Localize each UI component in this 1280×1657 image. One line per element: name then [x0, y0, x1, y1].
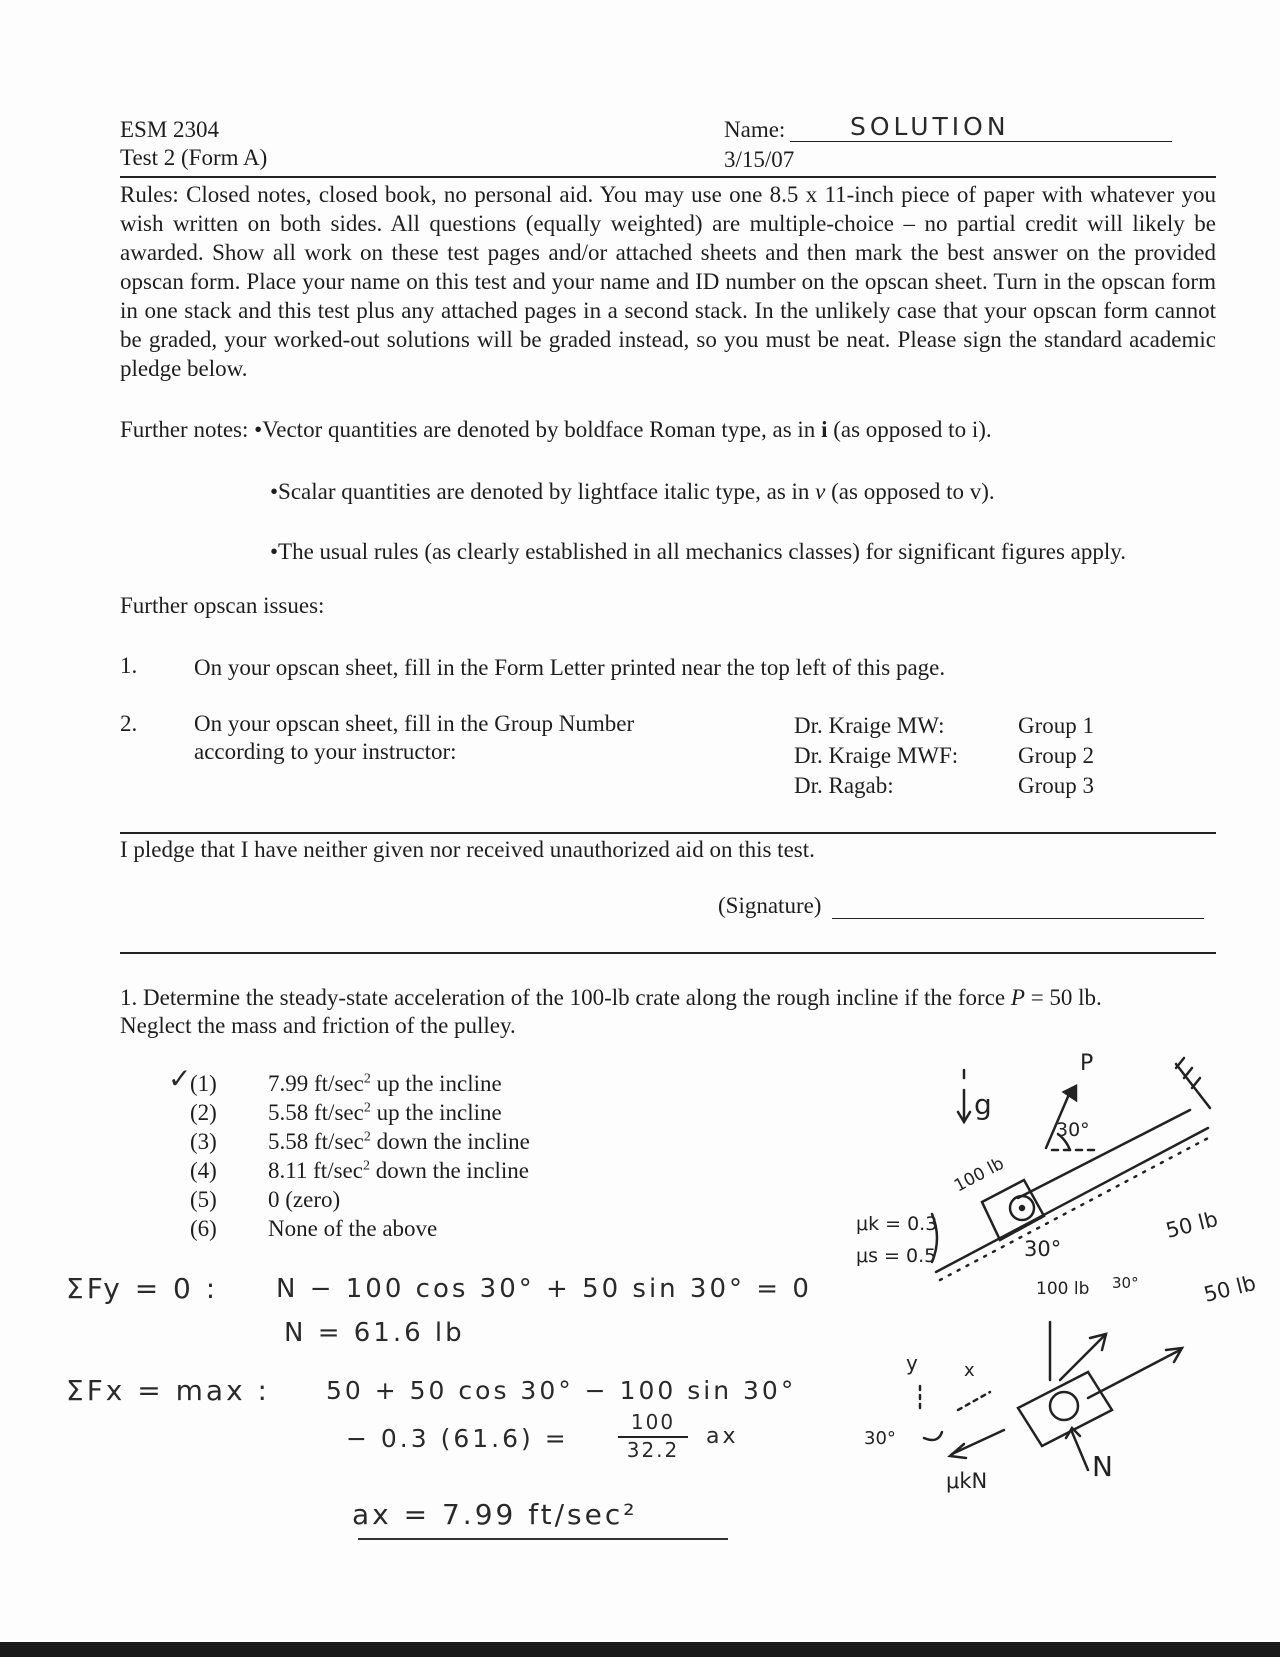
- group-2: Group 2: [1018, 743, 1095, 768]
- group-1: Group 1: [1018, 713, 1095, 738]
- eq4-ax: ax: [706, 1424, 739, 1449]
- option-3-num: (3): [190, 1129, 217, 1154]
- eq3-lhs: ΣFx = max :: [66, 1374, 270, 1407]
- option-2: 5.58 $ft/\sec^2$ up the incline: [268, 1100, 502, 1125]
- test-date: 3/15/07: [724, 147, 795, 172]
- option-6-num: (6): [190, 1216, 217, 1241]
- label-fbd-weight: 100 lb: [1036, 1279, 1090, 1299]
- q1-line1: 1. Determine the steady-state acceleration of the 100-lb crate along the rough incline if the force P = 50 lb.: [120, 985, 1102, 1010]
- eq2: N = 61.6 lb: [284, 1318, 465, 1348]
- label-g: g: [974, 1088, 992, 1121]
- fraction-numerator: 100: [630, 1410, 676, 1434]
- instructor-1: Dr. Kraige MW:: [794, 713, 945, 738]
- label-fbd-angle: 30°: [1112, 1274, 1139, 1292]
- option-6: None of the above: [268, 1216, 438, 1241]
- option-1-num: (1): [190, 1071, 217, 1096]
- option-2-num: (2): [190, 1100, 217, 1125]
- group-3: Group 3: [1018, 773, 1095, 798]
- label-weight: 100 lb: [950, 1153, 1008, 1197]
- check-mark-icon: ✓: [168, 1062, 195, 1095]
- label-p: P: [1080, 1051, 1094, 1076]
- opscan-item1-text: On your opscan sheet, fill in the Form Letter printed near the top left of this page.: [194, 655, 946, 680]
- rules-paragraph: Rules: Closed notes, closed book, no personal aid. You may use one 8.5 x 11-inch piece of paper with whatever you wish written on both sides. All questions (equally weighted) are multiple-choice – no partial credit will likely be awarded. Show all work on these test pages and/or attached sheets and then mark the best answer on the provided opscan form. Place your name on this test and your name and ID number on the opscan sheet. Turn in the opscan form in one stack and this test plus any attached pages in a second stack. In the unlikely case that your opscan form cannot be graded, your worked-out solutions will be graded instead, so you must be neat. Please sign the standard academic pledge below.: [120, 182, 1216, 381]
- option-4-num: (4): [190, 1158, 217, 1183]
- q1-line2: Neglect the mass and friction of the pulley.: [120, 1013, 516, 1038]
- label-fbd-angle2: 30°: [864, 1428, 896, 1449]
- opscan-item2-num: 2.: [120, 711, 138, 736]
- label-mu-s: μs = 0.5: [856, 1245, 937, 1267]
- fbd-force1: [1060, 1336, 1104, 1380]
- opscan-item2-line1: On your opscan sheet, fill in the Group Number: [194, 711, 635, 736]
- further-notes: Further notes: •Vector quantities are denoted by boldface Roman type, as in i (as opposed to i).: [120, 417, 992, 442]
- name-handwritten: SOLUTION: [850, 112, 1010, 141]
- option-5: 0 (zero): [268, 1187, 341, 1212]
- note-sigfigs: •The usual rules (as clearly established in all mechanics classes) for significant figures apply.: [270, 539, 1126, 564]
- option-1: 7.99 $ft/\sec^2$ up the incline: [268, 1071, 502, 1096]
- final-answer: ax = 7.99 ft/sec²: [352, 1498, 638, 1531]
- signature-line: [832, 918, 1204, 919]
- label-fbd-y: y: [906, 1351, 918, 1375]
- pledge-text: I pledge that I have neither given nor received unauthorized aid on this test.: [120, 837, 815, 862]
- answer-underline: [358, 1538, 728, 1540]
- instructor-3: Dr. Ragab:: [794, 773, 894, 798]
- label-fbd-force1: 50 lb: [1163, 1206, 1221, 1243]
- opscan-label: Further opscan issues:: [120, 593, 325, 618]
- notes-label: Further notes:: [120, 417, 249, 442]
- pledge-top-rule: [120, 832, 1216, 834]
- opscan-item1-num: 1.: [120, 653, 138, 678]
- incline-hatch: [940, 1136, 1212, 1280]
- name-line: [790, 141, 1172, 142]
- label-fbd-normal: N: [1092, 1450, 1113, 1483]
- eq3-rhs: 50 + 50 cos 30° − 100 sin 30°: [326, 1376, 797, 1405]
- rope: [1018, 1110, 1190, 1198]
- pledge-bottom-rule: [120, 952, 1216, 954]
- label-fbd-x: x: [964, 1360, 975, 1381]
- fbd-friction: [952, 1430, 1004, 1454]
- name-label: Name:: [724, 117, 786, 142]
- fbd-pulley-icon: [1050, 1392, 1078, 1420]
- label-angle-incline: 30°: [1024, 1237, 1062, 1261]
- eq4-lhs: − 0.3 (61.6) =: [346, 1424, 569, 1453]
- incline-diagram: [840, 1040, 1280, 1500]
- option-3: 5.58 $ft/\sec^2$ down the incline: [268, 1129, 530, 1154]
- note-scalar: •Scalar quantities are denoted by lightface italic type, as in v (as opposed to v).: [270, 479, 995, 504]
- label-fbd-force2: 50 lb: [1201, 1270, 1259, 1307]
- label-mu-k: μk = 0.3: [856, 1213, 938, 1235]
- eq1-rhs: N − 100 cos 30° + 50 sin 30° = 0: [276, 1274, 812, 1304]
- label-angle-p: 30°: [1056, 1119, 1090, 1141]
- option-5-num: (5): [190, 1187, 217, 1212]
- opscan-item2-line2: according to your instructor:: [194, 739, 457, 764]
- fbd-x-axis: [958, 1392, 990, 1410]
- fbd-force2: [1088, 1350, 1180, 1398]
- header-divider: [120, 176, 1216, 178]
- eq1-lhs: ΣFy = 0 :: [66, 1272, 219, 1305]
- fbd-angle-arc: [924, 1432, 942, 1440]
- instructor-2: Dr. Kraige MWF:: [794, 743, 959, 768]
- fraction-denominator: 32.2: [626, 1438, 680, 1462]
- test-title: Test 2 (Form A): [120, 145, 268, 170]
- option-4: 8.11 $ft/\sec^2$ down the incline: [268, 1158, 530, 1183]
- label-fbd-friction: μkN: [946, 1469, 988, 1493]
- fbd-normal: [1072, 1432, 1088, 1470]
- signature-label: (Signature): [718, 893, 822, 918]
- incline-surface: [936, 1128, 1208, 1272]
- fbd-crate: [1018, 1372, 1112, 1446]
- course-code: ESM 2304: [120, 117, 220, 142]
